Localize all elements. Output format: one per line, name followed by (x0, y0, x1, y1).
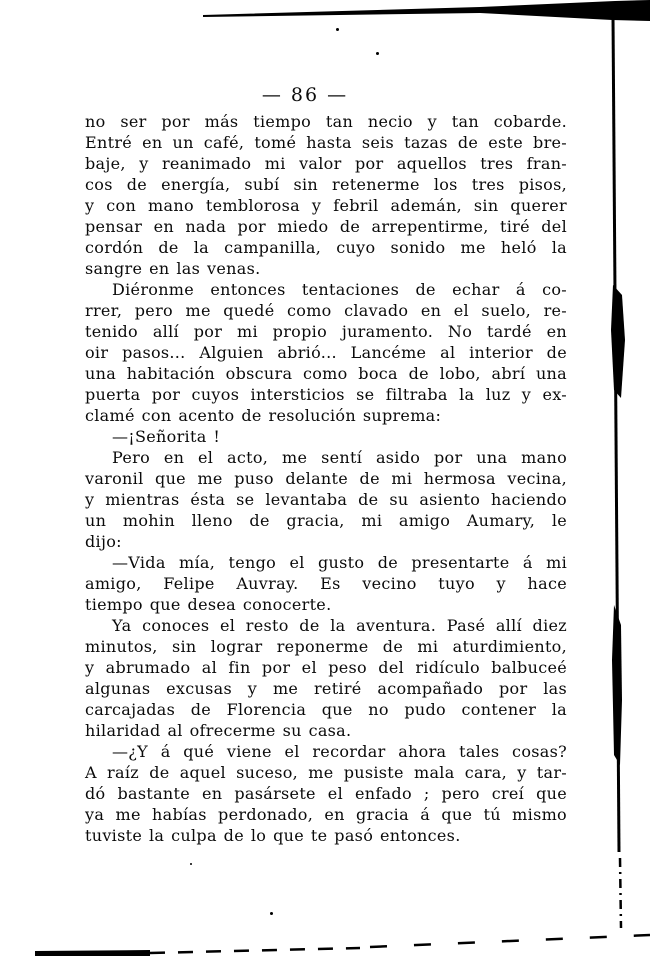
text-line: una habitación obscura como boca de lobo, abrí una (85, 364, 567, 383)
text-line: —¡Señorita ! (112, 427, 221, 446)
text-line: cos de energía, subí sin retenerme los tres pisos, (85, 175, 567, 194)
text-line: amigo, Felipe Auvray. Es vecino tuyo y hace (85, 574, 567, 593)
text-line: ya me habías perdonado, en gracia á que tú mismo (85, 805, 567, 824)
scan-top-edge-artifact (0, 0, 650, 28)
text-line: dó bastante en pasársete el enfado ; pero creí que (85, 784, 567, 803)
text-line: baje, y reanimado mi valor por aquellos tres fran- (85, 154, 567, 173)
text-line: Entré en un café, tomé hasta seis tazas de este bre- (85, 133, 567, 152)
text-line: —Vida mía, tengo el gusto de presentarte á mi (112, 553, 567, 572)
text-line: dijo: (85, 532, 122, 551)
text-line: hilaridad al ofrecerme su casa. (85, 721, 352, 740)
text-line: un mohin lleno de gracia, mi amigo Aumary, le (85, 511, 567, 530)
text-line: tenido allí por mi propio juramento. No tardé en (85, 322, 567, 341)
text-line: A raíz de aquel suceso, me pusiste mala cara, y tar- (85, 763, 567, 782)
text-line: cordón de la campanilla, cuyo sonido me heló la (85, 238, 567, 257)
scan-speck (270, 912, 273, 915)
text-line: pensar en nada por miedo de arrepentirme, tiré del (85, 217, 567, 236)
scan-speck (190, 863, 192, 865)
text-line: Pero en el acto, me sentí asido por una mano (112, 448, 567, 467)
text-line: algunas excusas y me retiré acompañado por las (85, 679, 567, 698)
text-line: puerta por cuyos intersticios se filtraba la luz y ex- (85, 385, 567, 404)
text-line: y con mano temblorosa y febril ademán, sin querer (85, 196, 567, 215)
scan-speck (336, 28, 339, 31)
text-line: carcajadas de Florencia que no pudo contener la (85, 700, 567, 719)
text-line: Diéronme entonces tentaciones de echar á co- (112, 280, 567, 299)
text-line: Ya conoces el resto de la aventura. Pasé allí diez (112, 616, 567, 635)
text-line: clamé con acento de resolución suprema: (85, 406, 442, 425)
scan-speck (376, 52, 379, 55)
page-number: — 86 — (261, 84, 349, 106)
scan-right-edge-artifact (600, 0, 650, 960)
text-line: tiempo que desea conocerte. (85, 595, 332, 614)
text-line: varonil que me puso delante de mi hermosa vecina, (85, 469, 567, 488)
text-line: y mientras ésta se levantaba de su asiento haciendo (85, 490, 567, 509)
text-line: y abrumado al fin por el peso del ridículo balbuceé (85, 658, 567, 677)
text-line: minutos, sin lograr reponerme de mi aturdimiento, (85, 637, 567, 656)
text-line: sangre en las venas. (85, 259, 261, 278)
text-line: —¿Y á qué viene el recordar ahora tales cosas? (112, 742, 567, 761)
text-line: rrer, pero me quedé como clavado en el suelo, re- (85, 301, 567, 320)
text-line: oir pasos... Alguien abrió... Lancéme al interior de (85, 343, 567, 362)
text-line: tuviste la culpa de lo que te pasó entonces. (85, 826, 461, 845)
text-block (85, 111, 567, 846)
scan-bottom-edge-artifact (0, 925, 650, 960)
text-line: no ser por más tiempo tan necio y tan cobarde. (85, 112, 567, 131)
